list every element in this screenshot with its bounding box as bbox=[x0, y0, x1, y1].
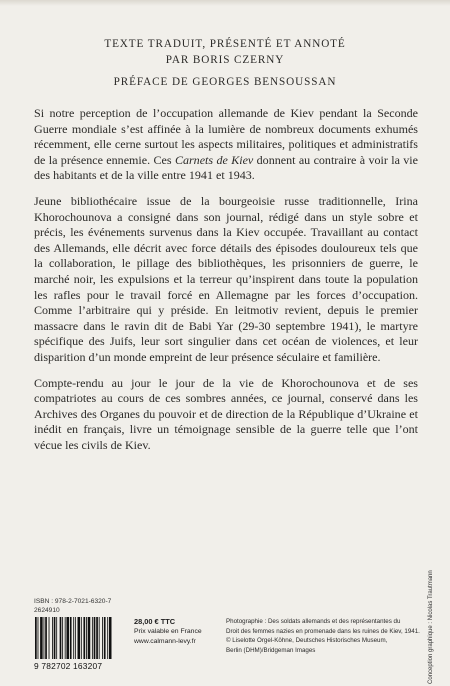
barcode-bar bbox=[94, 617, 96, 659]
barcode-bar bbox=[56, 617, 57, 659]
credit-line-4: Berlin (DHM)/Bridgeman Images bbox=[226, 646, 316, 654]
barcode-bar bbox=[109, 617, 112, 659]
design-credit: Conception graphique : Nicolas Trautmann bbox=[428, 570, 434, 684]
barcode-bar bbox=[35, 617, 37, 659]
price-amount: 28,00 € TTC bbox=[134, 617, 176, 626]
barcode-bar bbox=[66, 617, 69, 659]
barcode-bar bbox=[70, 617, 72, 659]
isbn-block bbox=[34, 597, 111, 615]
page-edge bbox=[0, 0, 450, 6]
barcode-bar bbox=[45, 617, 47, 659]
barcode-bar bbox=[75, 617, 76, 659]
barcode-bar bbox=[60, 617, 62, 659]
blurb-p1-end: donnent au contraire à voir la vie des habitants et de la ville entre 1941 et 1943. bbox=[34, 152, 419, 183]
barcode-bar bbox=[44, 617, 45, 659]
barcode-bar bbox=[54, 617, 56, 659]
blurb bbox=[34, 106, 418, 463]
blurb-paragraph-3: Compte-rendu au jour le jour de la vie de Khorochounova et de ses compatriotes au cours de ces sombres années, ce journal, conservé dans les Archives des Organes du pouvoir et de direction de la République d’Ukraine et inédit en français, livre un témoignage sensible de la guerre telle que l’ont vécue les civils de Kiev. bbox=[34, 375, 418, 452]
barcode-number: 9 782702 163207 bbox=[34, 661, 103, 671]
credit-line-3: © Liselotte Orgel-Köhne, Deutsches Historisches Museum, bbox=[226, 637, 388, 645]
product-code: 2624910 bbox=[34, 607, 60, 614]
barcode-bar bbox=[99, 617, 100, 659]
book-title-italic: Carnets de Kiev bbox=[174, 152, 254, 167]
blurb-paragraph-2: Jeune bibliothécaire issue de la bourgeoisie russe traditionnelle, Irina Khorochounova a consigné dans son journal, rédigé dans un style sobre et précis, les événements survenus dans la Kiev occupée. Travaillant au contact des Allemands, elle décrit avec force détails des épisodes douloureux tels que la collaboration, le pillage des bibliothèques, les prisonniers de guerre, le marché noir, les expulsions et la terreur qu’inspirent dans toute la population les rafles pour le travail forcé en Allemagne par les forces d’occupation. Comme l’arbitraire qui y préside. En leitmotiv revient, depuis le premier massacre dans le ravin dit de Babi Yar (29-30 septembre 1941), le martyre spécifique des Juifs, leur sort singulier dans cet océan de violences, et leur disparition d’un monde empreint de leur présence séculaire et familière. bbox=[34, 193, 418, 364]
isbn-number: ISBN : 978-2-7021-6320-7 bbox=[34, 598, 112, 605]
barcode-bar bbox=[78, 617, 81, 659]
barcode-bar bbox=[40, 617, 43, 659]
barcode-bar bbox=[49, 617, 50, 659]
barcode-image bbox=[34, 617, 130, 663]
preface-credit: PRÉFACE DE GEORGES BENSOUSSAN bbox=[113, 76, 337, 88]
barcode-bar bbox=[104, 617, 106, 659]
photo-credits bbox=[226, 617, 422, 655]
translation-credit: TEXTE TRADUIT, PRÉSENTÉ ET ANNOTÉ bbox=[104, 38, 346, 50]
barcode-bar bbox=[81, 617, 82, 659]
barcode-block bbox=[34, 617, 130, 674]
translator-name: PAR BORIS CZERNY bbox=[165, 54, 285, 66]
barcode-bar bbox=[83, 617, 85, 659]
barcode-bar bbox=[38, 617, 39, 659]
barcode-bar bbox=[86, 617, 87, 659]
price-block bbox=[134, 617, 202, 647]
barcode-bar bbox=[73, 617, 74, 659]
barcode-bar bbox=[92, 617, 93, 659]
credit-line-1: Photographie : Des soldats allemands et des représentantes du bbox=[226, 618, 401, 625]
barcode-bar bbox=[107, 617, 108, 659]
barcode-bar bbox=[52, 617, 53, 659]
barcode-bar bbox=[62, 617, 63, 659]
barcode-bar bbox=[88, 617, 91, 659]
publisher-website: www.calmann-levy.fr bbox=[134, 638, 196, 645]
price-note: Prix valable en France bbox=[134, 628, 202, 635]
barcode-bar bbox=[102, 617, 103, 659]
barcode-bar bbox=[96, 617, 98, 659]
blurb-paragraph-1 bbox=[34, 106, 418, 184]
blurb-p1-start: Si notre perception de l’occupation allemande de Kiev pendant la Seconde Guerre mondiale s’est affinée à la lumière de nombreux documents exhumés récemment, elle cerne surtout les aspects militaires, politiques et administratifs de la présence ennemie. Ces bbox=[34, 106, 418, 167]
credit-line-2: Droit des femmes nazies en promenade dans les ruines de Kiev, 1941. bbox=[226, 627, 420, 635]
header bbox=[40, 36, 410, 90]
barcode-bar bbox=[65, 617, 66, 659]
